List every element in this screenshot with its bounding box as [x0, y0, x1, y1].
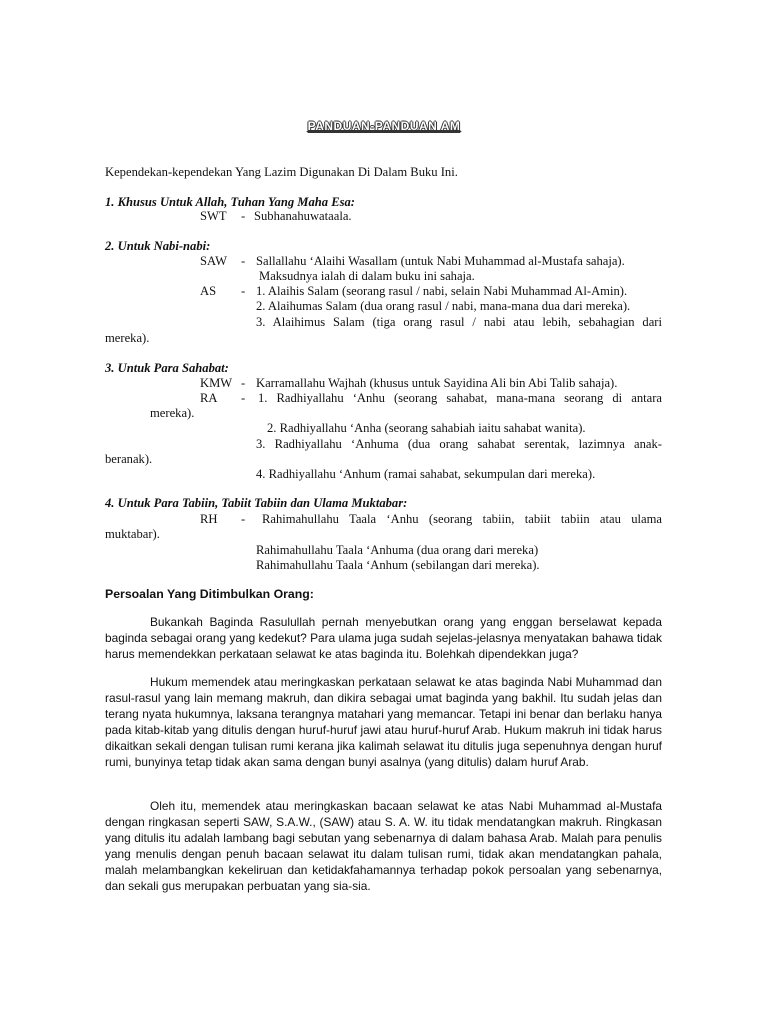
definition-swt: Subhanahuwataala.	[254, 209, 352, 223]
section-4-heading: 4. Untuk Para Tabiin, Tabiit Tabiin dan Ulama Muktabar:	[105, 496, 408, 510]
definition-ra-1-wrap: mereka).	[150, 406, 195, 420]
intro-text: Kependekan-kependekan Yang Lazim Digunakan Di Dalam Buku Ini.	[105, 165, 458, 179]
abbr-rh: RH	[200, 512, 218, 526]
definition-as-3: 3. Alaihimus Salam (tiga orang rasul / nabi atau lebih, sebahagian dari	[256, 315, 662, 329]
section-3-heading: 3. Untuk Para Sahabat:	[105, 361, 229, 375]
definition-kmw: Karramallahu Wajhah (khusus untuk Sayidina Ali bin Abi Talib sahaja).	[256, 376, 618, 390]
section-2-heading: 2. Untuk Nabi-nabi:	[105, 239, 211, 253]
definition-as-1: 1. Alaihis Salam (seorang rasul / nabi, selain Nabi Muhammad Al-Amin).	[256, 284, 628, 298]
definition-ra-4: 4. Radhiyallahu ‘Anhum (ramai sahabat, sekumpulan dari mereka).	[256, 467, 596, 481]
dash: -	[241, 284, 246, 298]
abbr-as: AS	[200, 284, 217, 298]
definition-rh-1-wrap: muktabar).	[105, 527, 160, 541]
definition-ra-3-wrap: beranak).	[105, 452, 153, 466]
definition-saw-cont: Maksudnya ialah di dalam buku ini sahaja.	[259, 269, 475, 283]
abbr-swt: SWT	[200, 209, 227, 223]
abbr-ra: RA	[200, 391, 218, 405]
definition-rh-1: Rahimahullahu Taala ‘Anhu (seorang tabiin, tabiit tabiin atau ulama	[262, 512, 662, 526]
definition-rh-2: Rahimahullahu Taala ‘Anhuma (dua orang dari mereka)	[256, 543, 539, 557]
dash: -	[241, 376, 246, 390]
section-1-heading: 1. Khusus Untuk Allah, Tuhan Yang Maha Esa:	[105, 195, 356, 209]
dash: -	[241, 209, 246, 223]
abbr-saw: SAW	[200, 254, 227, 268]
paragraph-3: Oleh itu, memendek atau meringkaskan bacaan selawat ke atas Nabi Muhammad al-Mustafa dengan ringkasan seperti SAW, S.A.W., (SAW) atau S. A. W. itu tidak mendatangkan makruh. Ringkasan yang ditulis itu adalah lambang bagi sebutan yang sebenarnya di dalam bahasa Arab. Malah para penulis yang menulis dengan penuh bacaan selawat itu dalam tulisan rumi, tidak akan mendatangkan pahala, malah melambangkan kekeliruan dan ketidakfahamannya terhadap pokok persoalan yang sebenarnya, dan sekali gus merupakan perbuatan yang sia-sia.	[105, 799, 662, 893]
definition-saw: Sallallahu ‘Alaihi Wasallam (untuk Nabi Muhammad al-Mustafa sahaja).	[256, 254, 625, 268]
paragraph-2: Hukum memendek atau meringkaskan perkataan selawat ke atas baginda Nabi Muhammad dan rasul-rasul yang lain memang makruh, dan dikira sebagai umat baginda yang bakhil. Itu sudah jelas dan terang nyata hukumnya, laksana terangnya matahari yang memancar. Tetapi ini benar dan berlaku hanya pada kitab-kitab yang ditulis dengan huruf-huruf jawi atau huruf-huruf Arab. Hukum makruh ini tidak harus dikaitkan sekali dengan tulisan rumi kerana jika kalimah selawat itu ditulis juga sepenuhnya dengan huruf rumi, bunyinya tetap tidak akan sama dengan bunyi asalnya (yang ditulis) dalam huruf Arab.	[105, 675, 662, 769]
question-heading: Persoalan Yang Ditimbulkan Orang:	[105, 587, 314, 601]
definition-ra-3: 3. Radhiyallahu ‘Anhuma (dua orang sahabat serentak, lazimnya anak-	[256, 437, 662, 451]
definition-as-3-wrap: mereka).	[105, 331, 150, 345]
definition-ra-1: 1. Radhiyallahu ‘Anhu (seorang sahabat, mana-mana seorang di antara	[258, 391, 662, 405]
dash: -	[241, 254, 246, 268]
definition-ra-2: 2. Radhiyallahu ‘Anha (seorang sahabiah iaitu sahabat wanita).	[267, 421, 586, 435]
dash: -	[241, 512, 246, 526]
definition-as-2: 2. Alaihumas Salam (dua orang rasul / nabi, mana-mana dua dari mereka).	[256, 299, 631, 313]
dash: -	[241, 391, 246, 405]
abbr-kmw: KMW	[200, 376, 233, 390]
paragraph-1: Bukankah Baginda Rasulullah pernah menyebutkan orang yang enggan berselawat kepada baginda sebagai orang yang kedekut? Para ulama juga sudah sejelas-jelasnya menyatakan bahawa tidak harus memendekkan perkataan selawat ke atas baginda itu. Bolehkah dipendekkan juga?	[105, 615, 662, 661]
page-title: PANDUAN-PANDUAN AM	[307, 119, 461, 133]
definition-rh-3: Rahimahullahu Taala ‘Anhum (sebilangan dari mereka).	[256, 558, 540, 572]
